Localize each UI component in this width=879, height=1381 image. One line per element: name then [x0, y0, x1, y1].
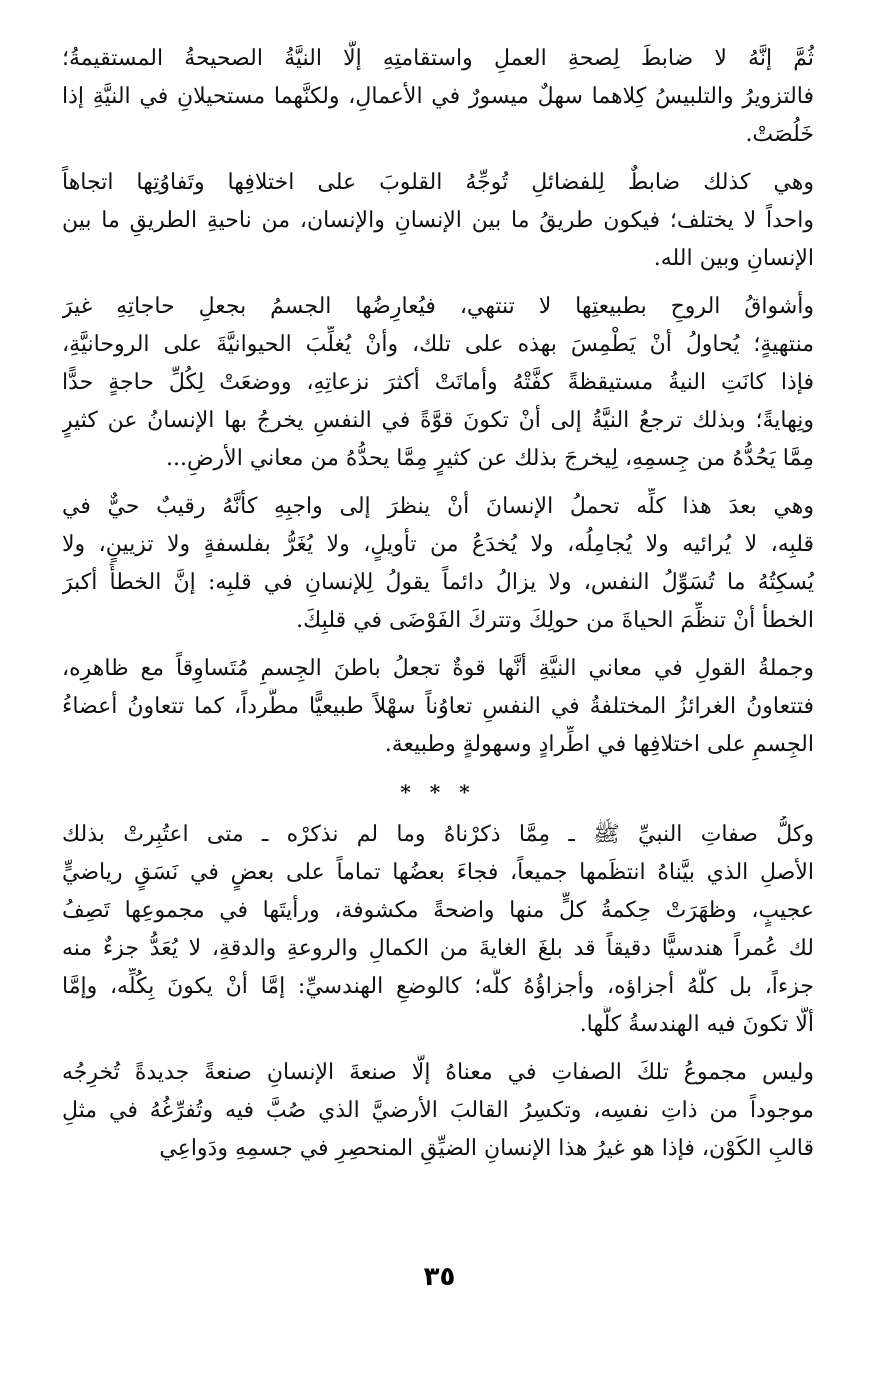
text-line: فإذا كانَتِ النيةُ مستيقظةً كفَّتْهُ وأماتَتْ أكثرَ نزعاتِهِ، ووضعَتْ لِكُلِّ حاجةٍ حدًّا [62, 370, 814, 395]
paragraph [62, 488, 814, 640]
book-page [62, 40, 814, 1340]
text-line: وليس مجموعُ تلكَ الصفاتِ في معناهُ إلَّا صنعةَ الإنسانِ صنعةً جديدةً تُخرِجُه [62, 1060, 814, 1085]
text-line: الجِسمِ على اختلافِها في اطِّرادٍ وسهولةٍ وطبيعة. [384, 732, 814, 757]
paragraph [62, 164, 814, 278]
paragraph [62, 40, 814, 154]
text-block-after [62, 816, 814, 1168]
text-line: منتهيةٍ؛ يُحاولُ أنْ يَطْمِسَ بهذه على تلك، وأنْ يُغلِّبَ الحيوانيَّةَ على الروحانيَّةِ، [62, 332, 814, 357]
text-line: قلبِه، لا يُرائيه ولا يُجامِلُه، ولا يُخدَعُ من تأويلٍ، ولا يُغَرُّ بفلسفةٍ ولا تزيينٍ، ولا [62, 532, 814, 557]
text-line: مِمَّا يَحُدُّهُ من جِسمِهِ، لِيخرجَ بذلك عن كثيرٍ مِمَّا يحدُّهُ من معاني الأرضِ... [165, 446, 814, 471]
paragraph [62, 1054, 814, 1168]
text-line: قالبِ الكَوْن، فإذا هو غيرُ هذا الإنسانِ الضيِّقِ المنحصِرِ في جسمِهِ ودَواعِي [159, 1136, 814, 1161]
text-line: وهي بعدَ هذا كلِّه تحملُ الإنسانَ أنْ ينظرَ إلى واجبِهِ كأنَّهُ رقيبٌ حيٌّ في [62, 494, 814, 519]
text-line: خَلُصَتْ. [745, 122, 814, 147]
text-line: وهي كذلك ضابطٌ لِلفضائلِ تُوجِّهُ القلوبَ على اختلافِها وتَفاوُتِها اتجاهاً [62, 170, 814, 195]
text-line: موجوداً من ذاتِ نفسِه، وتكسِرُ القالبَ الأرضيَّ الذي صُبَّ فيه وتُفرِّغُهُ في مثلِ [62, 1098, 814, 1123]
paragraph [62, 650, 814, 764]
text-line: الأصلِ الذي بيَّناهُ انتظَمها جميعاً، فجاءَ بعضُها تماماً على بعضٍ في نَسَقٍ رياضيٍّ [62, 860, 814, 885]
text-line: واحداً لا يختلف؛ فيكون طريقُ ما بين الإنسانِ والإنسان، من ناحيةِ الطريقِ ما بين [62, 208, 814, 233]
section-separator: * * * [400, 780, 476, 804]
page-number: ٣٥ [423, 1262, 456, 1292]
text-line: لك عُمراً هندسيًّا دقيقاً قد بلغَ الغايةَ من الكمالِ والروعةِ والدقةِ، لا يُعَدُّ جزءٌ منه [62, 936, 814, 961]
text-line: الخطأ أنْ تنظِّمَ الحياةَ من حولِكَ وتتركَ الفَوْضَى في قلبِكَ. [296, 608, 814, 633]
paragraph [62, 288, 814, 478]
text-line: ونِهايةً؛ وبذلك ترجعُ النيَّةُ إلى أنْ تكونَ قوَّةً في النفسِ يخرجُ بها الإنسانُ عن كثيرٍ [62, 408, 814, 433]
text-line: وجملةُ القولِ في معاني النيَّةِ أنَّها قوةٌ تجعلُ باطنَ الجِسمِ مُتَساوِقاً مع ظاهرِه، [62, 656, 814, 681]
text-line: وكلُّ صفاتِ النبيِّ ﷺ ـ مِمَّا ذكرْناهُ وما لم نذكرْه ـ متى اعتُبِرتْ بذلك [62, 822, 814, 847]
text-line: ألَّا تكونَ فيه الهندسةُ كلُّها. [579, 1012, 814, 1037]
text-line: عجيبٍ، وظهَرَتْ حِكمةُ كلٍّ منها واضحةً مكشوفة، ورأيتَها في مجموعِها تَصِفُ [62, 898, 814, 923]
text-line: ثُمَّ إنَّهُ لا ضابطَ لِصحةِ العملِ واستقامتِهِ إلَّا النيَّةُ الصحيحةُ المستقيمةُ؛ [62, 46, 814, 71]
paragraph [62, 816, 814, 1044]
text-line: فتتعاونُ الغرائزُ المختلفةُ في النفسِ تعاوُناً سهْلاً طبيعيًّا مطَّرداً، كما تتعاونُ أعضاءُ [62, 694, 814, 719]
text-line: فالتزويرُ والتلبيسُ كِلاهما سهلٌ ميسورٌ في الأعمالِ، ولكنَّهما مستحيلانِ في النيَّةِ إذا [62, 84, 814, 109]
text-line: جزءاً، بل كلُّهُ أجزاؤه، وأجزاؤُهُ كلُّه؛ كالوضعِ الهندسيِّ: إمَّا أنْ يكونَ بِكُلِّه، وإمَّا [62, 974, 814, 999]
text-line: الإنسانِ وبين الله. [653, 246, 814, 271]
text-block-before [62, 40, 814, 764]
text-line: وأشواقُ الروحِ بطبيعتِها لا تنتهي، فيُعارِضُها الجسمُ بجعلِ حاجاتِهِ غيرَ [62, 294, 814, 319]
text-line: يُسكِتُهُ ما تُسَوِّلُ النفس، ولا يزالُ دائماً يقولُ لِلإنسانِ في قلبِه: إنَّ الخطأَ أكبرَ [62, 570, 814, 595]
